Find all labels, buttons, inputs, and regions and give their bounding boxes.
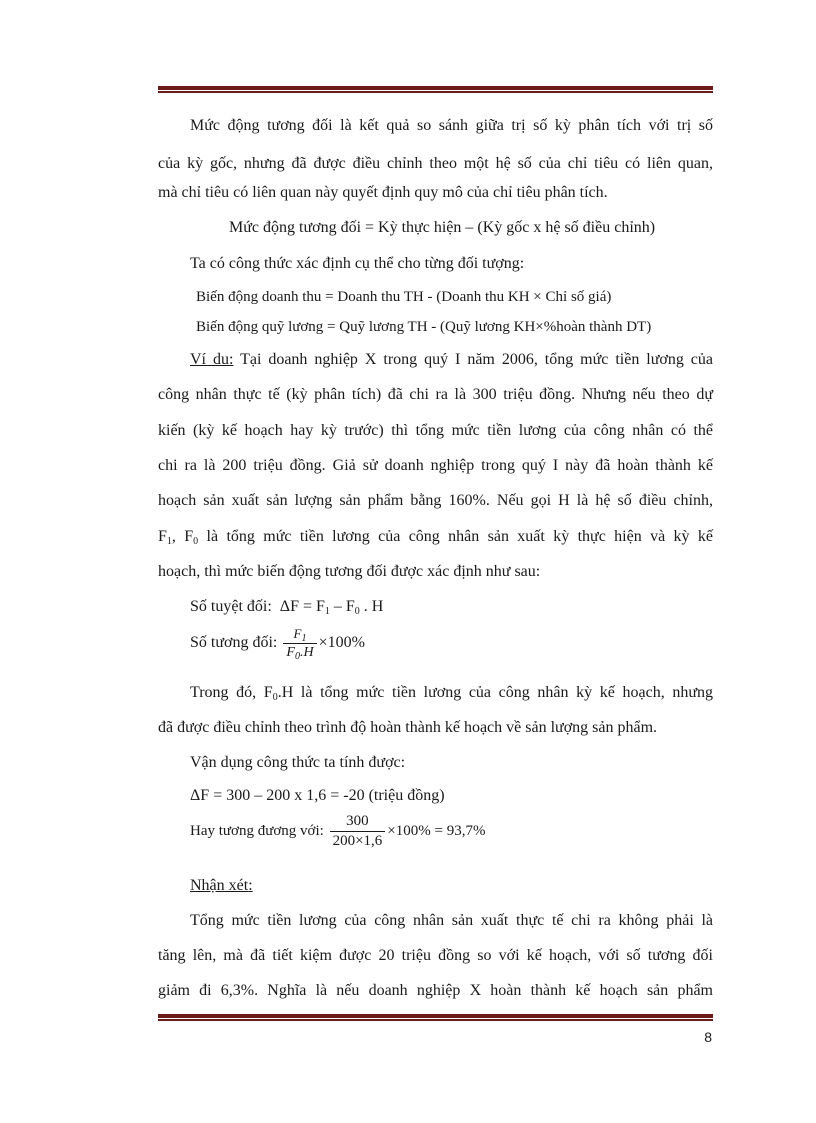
paragraph-line: $F_1$, $F_0$ là tổng mức tiền lương của công nhân sản xuất kỳ thực hiện và kỳ kế	[158, 528, 713, 547]
footer-double-rule	[158, 1014, 713, 1021]
paragraph-line: giảm đi 6,3%. Nghĩa là nếu doanh nghiệp X hoàn thành kế hoạch sản phẩm	[158, 982, 713, 999]
page-number: 8	[704, 1029, 712, 1045]
example-first-line: Ví du: Tại doanh nghiệp X trong quý I năm 2006, tổng mức tiền lương của	[190, 351, 713, 368]
paragraph-line: chi ra là 200 triệu đồng. Giả sử doanh nghiệp trong quý I này đã hoàn thành kế	[158, 457, 713, 474]
fraction: $\frac{300}{200\times 1,6}$	[330, 813, 386, 850]
header-double-rule	[158, 86, 713, 93]
fraction: $\frac{F_1}{F_0.H}$	[283, 626, 316, 661]
paragraph-line: Tổng mức tiền lương của công nhân sản xuất thực tế chi ra không phải là	[190, 912, 713, 929]
paragraph-line: Ta có công thức xác định cụ thể cho từng đối tượng:	[190, 255, 525, 272]
formula-wage-fund: Biến động quỹ lương = Quỹ lương TH - (Quỹ lương KH×%hoàn thành DT)	[196, 319, 652, 335]
remark-heading: Nhận xét:	[190, 877, 253, 894]
formula-revenue: Biến động doanh thu = Doanh thu TH - (Doanh thu KH × Chỉ số giá)	[196, 289, 612, 305]
paragraph-line: Mức động tương đối là kết quả so sánh giữa trị số kỳ phân tích với trị số	[190, 117, 713, 134]
formula-relative-change: Mức động tương đối = Kỳ thực hiện – (Kỳ gốc x hệ số điều chỉnh)	[229, 219, 656, 236]
paragraph-line: đã được điều chỉnh theo trình độ hoàn thành kế hoạch về sản lượng sản phẩm.	[158, 719, 658, 736]
paragraph-line: hoạch sản xuất sản lượng sản phẩm bằng 160%. Nếu gọi H là hệ số điều chỉnh,	[158, 492, 713, 509]
formula-relative: Số tương đối: $\frac{F_1}{F_0.H}$ ×100%	[190, 626, 365, 662]
paragraph-line: Trong đó, $F_0.H$ là tổng mức tiền lương của công nhân kỳ kế hoạch, nhưng	[190, 684, 714, 703]
paragraph-line: hoạch, thì mức biến động tương đối được xác định như sau:	[158, 563, 541, 580]
paragraph-line: tăng lên, mà đã tiết kiệm được 20 triệu đồng so với kế hoạch, với số tương đối	[158, 947, 713, 964]
paragraph-line: công nhân thực tế (kỳ phân tích) đã chi ra là 300 triệu đồng. Nhưng nếu theo dự	[158, 386, 713, 403]
paragraph-line: Vận dụng công thức ta tính được:	[190, 754, 406, 771]
example-label: Ví du:	[190, 351, 234, 368]
paragraph-line: kiến (kỳ kế hoạch hay kỳ trước) thì tổng mức tiền lương của công nhân có thể	[158, 422, 713, 439]
paragraph-line: của kỳ gốc, nhưng đã được điều chỉnh theo một hệ số của chỉ tiêu có liên quan,	[158, 155, 713, 172]
paragraph-line: mà chỉ tiêu có liên quan này quyết định quy mô của chỉ tiêu phân tích.	[158, 184, 608, 201]
formula-absolute: Số tuyệt đối: $\Delta F = F_1 - F_0$ . H	[190, 598, 384, 617]
formula-equivalent: Hay tương đương với: $\frac{300}{200\times 1,6}$ ×100% = 93,7%	[190, 813, 486, 849]
formula-delta-calc: ΔF = 300 – 200 x 1,6 = -20 (triệu đồng)	[190, 787, 445, 804]
